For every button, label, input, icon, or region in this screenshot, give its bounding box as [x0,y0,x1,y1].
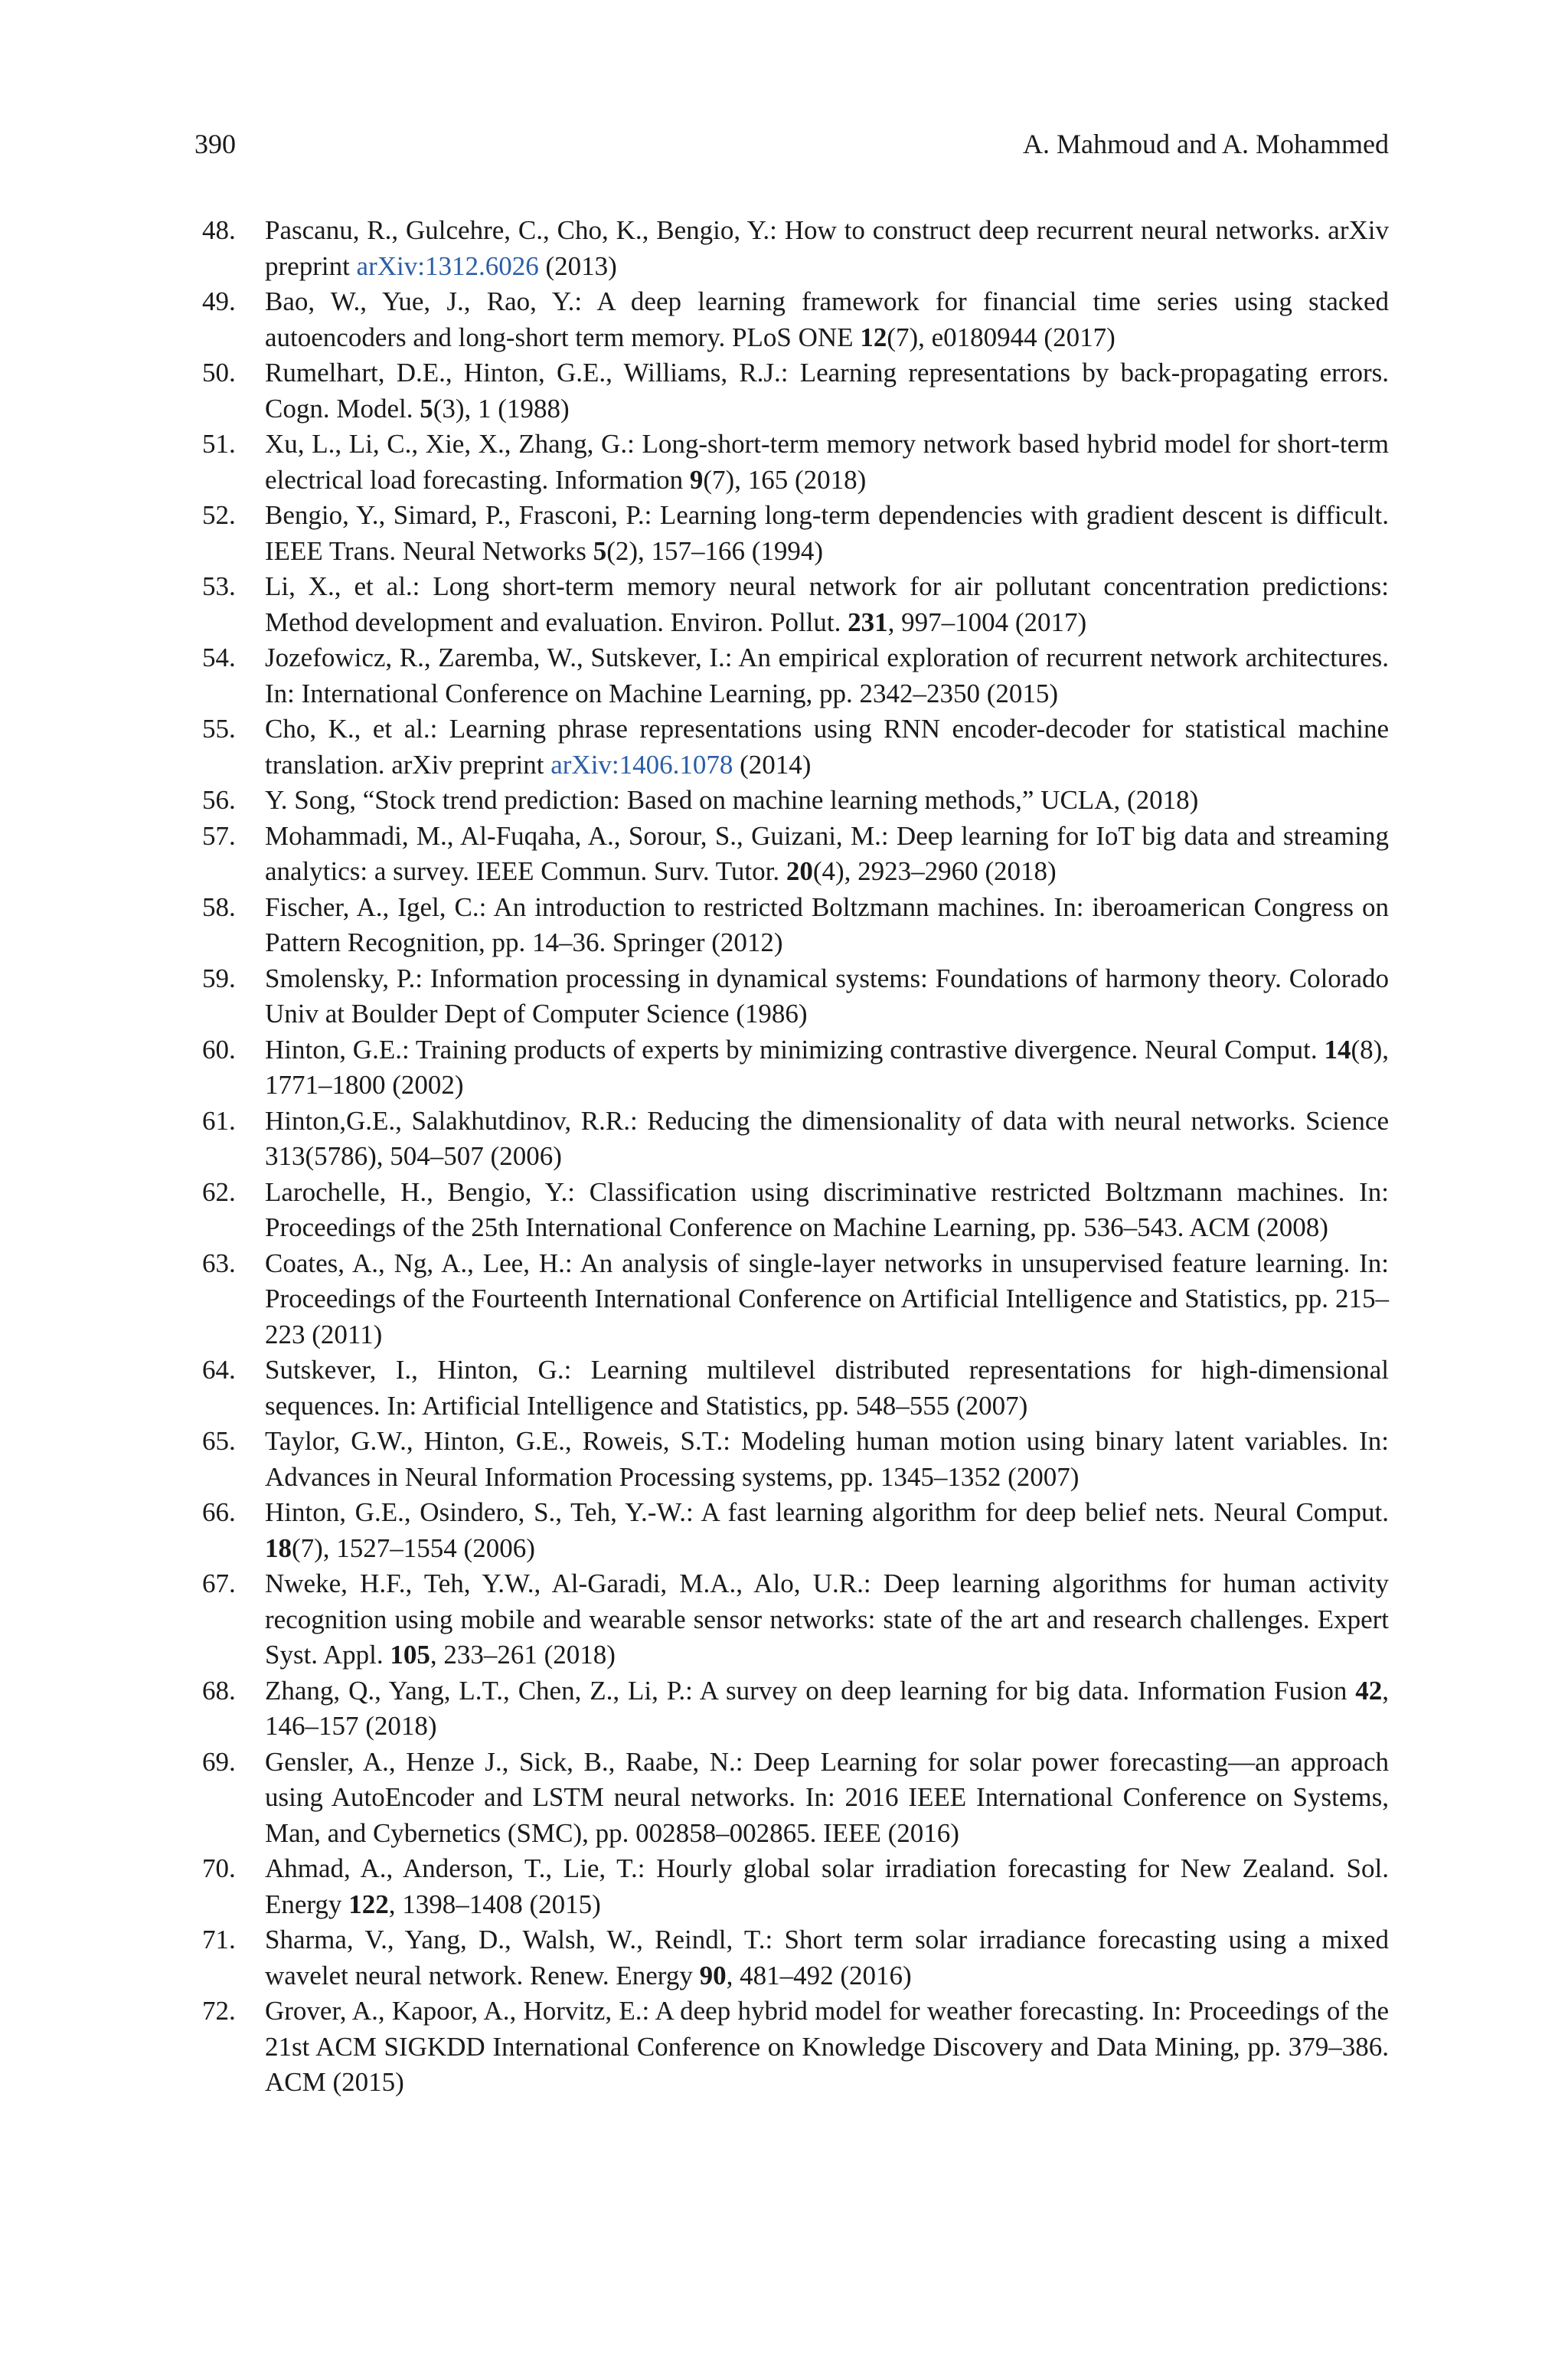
reference-text: (2014) [733,749,812,780]
reference-list [194,213,1389,2101]
reference-text: Hinton,G.E., Salakhutdinov, R.R.: Reducing the dimensionality of data with neural networks. Science 313(5786), 504–507 (2006) [265,1105,1389,1171]
reference-text: Ahmad, A., Anderson, T., Lie, T.: Hourly global solar irradiation forecasting for New Zealand. Sol. Energy [265,1853,1389,1919]
reference-text: , 146–157 (2018) [265,1675,1389,1741]
page-number: 390 [194,129,236,159]
volume-number: 5 [420,393,433,424]
volume-number: 5 [593,535,607,566]
reference-number: 70. [202,1853,236,1883]
reference-item [194,1032,1389,1104]
reference-text: Y. Song, “Stock trend prediction: Based on machine learning methods,” UCLA, (2018) [265,785,1199,815]
reference-item [194,355,1389,427]
volume-number: 90 [699,1960,727,1990]
reference-number: 62. [202,1176,236,1207]
volume-number: 231 [848,607,888,637]
reference-number: 57. [202,820,236,851]
reference-number: 59. [202,963,236,993]
reference-text: (2), 157–166 (1994) [606,535,824,566]
volume-number: 105 [390,1640,430,1670]
reference-item [194,1175,1389,1246]
reference-text: Taylor, G.W., Hinton, G.E., Roweis, S.T.: Modeling human motion using binary latent variables. In: Advances in Neural Information Processing systems, pp. 1345–1352 (2007) [265,1426,1389,1492]
reference-item [194,1566,1389,1673]
reference-text: Cho, K., et al.: Learning phrase representations using RNN encoder-decoder for statistical machine translation. arXiv preprint [265,714,1389,780]
reference-number: 61. [202,1105,236,1136]
reference-number: 65. [202,1426,236,1456]
reference-number: 69. [202,1746,236,1777]
reference-text: (4), 2923–2960 (2018) [812,856,1057,886]
reference-text: , 481–492 (2016) [726,1960,912,1990]
reference-number: 49. [202,286,236,316]
reference-text: Bao, W., Yue, J., Rao, Y.: A deep learning framework for financial time series using stacked autoencoders and long-short term memory. PLoS ONE [265,286,1389,352]
reference-number: 50. [202,358,236,388]
reference-item [194,1104,1389,1175]
reference-text: (7), e0180944 (2017) [887,322,1116,352]
reference-text: Pascanu, R., Gulcehre, C., Cho, K., Bengio, Y.: How to construct deep recurrent neural networks. arXiv preprint [265,215,1389,281]
reference-item [194,640,1389,711]
reference-text: (7), 165 (2018) [703,464,867,495]
reference-number: 63. [202,1248,236,1278]
running-head: A. Mahmoud and A. Mohammed [1023,129,1389,159]
reference-text: Sutskever, I., Hinton, G.: Learning multilevel distributed representations for high-dimensional sequences. In: Artificial Intelligence and Statistics, pp. 548–555 (2007) [265,1355,1389,1421]
reference-item [194,1495,1389,1566]
reference-text: Hinton, G.E., Osindero, S., Teh, Y.-W.: A fast learning algorithm for deep belief nets. Neural Comput. [265,1497,1389,1527]
volume-number: 14 [1324,1034,1351,1065]
volume-number: 42 [1355,1675,1383,1706]
reference-text: Larochelle, H., Bengio, Y.: Classification using discriminative restricted Boltzmann machines. In: Proceedings of the 25th International Conference on Machine Learning, pp. 536–543. ACM (2008) [265,1176,1389,1242]
reference-text: Sharma, V., Yang, D., Walsh, W., Reindl, T.: Short term solar irradiance forecasting using a mixed wavelet neural network. Renew. Energy [265,1925,1389,1990]
reference-item [194,711,1389,783]
arxiv-link[interactable]: arXiv:1312.6026 [356,250,539,281]
reference-item [194,1424,1389,1495]
volume-number: 12 [860,322,887,352]
reference-text: Jozefowicz, R., Zaremba, W., Sutskever, I.: An empirical exploration of recurrent network architectures. In: International Conference on Machine Learning, pp. 2342–2350 (2015) [265,643,1389,708]
reference-number: 52. [202,500,236,530]
reference-number: 64. [202,1355,236,1385]
reference-text: Mohammadi, M., Al-Fuqaha, A., Sorour, S., Guizani, M.: Deep learning for IoT big data and streaming analytics: a survey. IEEE Commun. Surv. Tutor. [265,820,1389,886]
reference-text: , 997–1004 (2017) [887,607,1087,637]
reference-number: 71. [202,1925,236,1954]
reference-number: 55. [202,714,236,744]
reference-number: 53. [202,571,236,601]
reference-item [194,1851,1389,1922]
reference-text: Xu, L., Li, C., Xie, X., Zhang, G.: Long-short-term memory network based hybrid model for short-term electrical load forecasting. Information [265,429,1389,495]
reference-item [194,1745,1389,1852]
reference-text: Grover, A., Kapoor, A., Horvitz, E.: A deep hybrid model for weather forecasting. In: Proceedings of the 21st ACM SIGKDD International Conference on Knowledge Discovery and Data Mining, pp. 379–386. ACM (2015) [265,1996,1389,2097]
reference-number: 72. [202,1996,236,2026]
reference-text: Hinton, G.E.: Training products of experts by minimizing contrastive divergence. Neural Comput. [265,1034,1325,1065]
reference-number: 68. [202,1675,236,1706]
reference-text: , 1398–1408 (2015) [388,1889,601,1919]
reference-item [194,819,1389,890]
reference-item [194,284,1389,355]
reference-item [194,498,1389,569]
arxiv-link[interactable]: arXiv:1406.1078 [550,749,733,780]
reference-text: Fischer, A., Igel, C.: An introduction to restricted Boltzmann machines. In: iberoamerican Congress on Pattern Recognition, pp. 14–36. Springer (2012) [265,891,1389,957]
volume-number: 20 [786,856,813,886]
reference-item [194,1994,1389,2101]
reference-item [194,1246,1389,1353]
reference-text: Bengio, Y., Simard, P., Frasconi, P.: Learning long-term dependencies with gradient descent is difficult. IEEE Trans. Neural Networks [265,500,1389,566]
reference-number: 60. [202,1034,236,1065]
reference-text: Coates, A., Ng, A., Lee, H.: An analysis of single-layer networks in unsupervised feature learning. In: Proceedings of the Fourteenth International Conference on Artificial Intelligence and Statistics, pp. 215–223 (2011) [265,1248,1389,1349]
reference-number: 51. [202,429,236,459]
page-header [194,123,1389,165]
reference-number: 58. [202,891,236,922]
reference-text: Zhang, Q., Yang, L.T., Chen, Z., Li, P.: A survey on deep learning for big data. Information Fusion [265,1675,1356,1706]
reference-item [194,213,1389,284]
reference-number: 54. [202,643,236,672]
volume-number: 122 [348,1889,389,1919]
reference-number: 67. [202,1568,236,1598]
reference-text: (7), 1527–1554 (2006) [292,1532,535,1563]
reference-item [194,890,1389,961]
reference-text: Nweke, H.F., Teh, Y.W., Al-Garadi, M.A., Alo, U.R.: Deep learning algorithms for human activity recognition using mobile and wearable sensor networks: state of the art and research challenges. Expert Syst. Appl. [265,1568,1389,1670]
reference-text: Gensler, A., Henze J., Sick, B., Raabe, N.: Deep Learning for solar power forecasting—an approach using AutoEncoder and LSTM neural networks. In: 2016 IEEE International Conference on Systems, Man, and Cybernetics (SMC), pp. 002858–002865. IEEE (2016) [265,1746,1389,1848]
reference-item [194,569,1389,640]
reference-number: 66. [202,1497,236,1527]
reference-item [194,1353,1389,1424]
reference-number: 48. [202,215,236,245]
reference-item [194,1922,1389,1994]
reference-text: Smolensky, P.: Information processing in dynamical systems: Foundations of harmony theory. Colorado Univ at Boulder Dept of Computer Science (1986) [265,963,1389,1029]
volume-number: 18 [265,1532,292,1563]
reference-item [194,961,1389,1032]
reference-text: (3), 1 (1988) [433,393,570,424]
reference-text: , 233–261 (2018) [430,1640,616,1670]
reference-text: Rumelhart, D.E., Hinton, G.E., Williams, R.J.: Learning representations by back-propagating errors. Cogn. Model. [265,358,1389,424]
reference-item [194,427,1389,498]
reference-text: (8), 1771–1800 (2002) [265,1034,1389,1100]
reference-item [194,1673,1389,1745]
reference-item [194,783,1389,819]
volume-number: 9 [689,464,704,495]
reference-text: Li, X., et al.: Long short-term memory neural network for air pollutant concentration predictions: Method development and evaluation. Environ. Pollut. [265,571,1389,637]
reference-number: 56. [202,785,236,815]
reference-text: (2013) [538,250,617,281]
